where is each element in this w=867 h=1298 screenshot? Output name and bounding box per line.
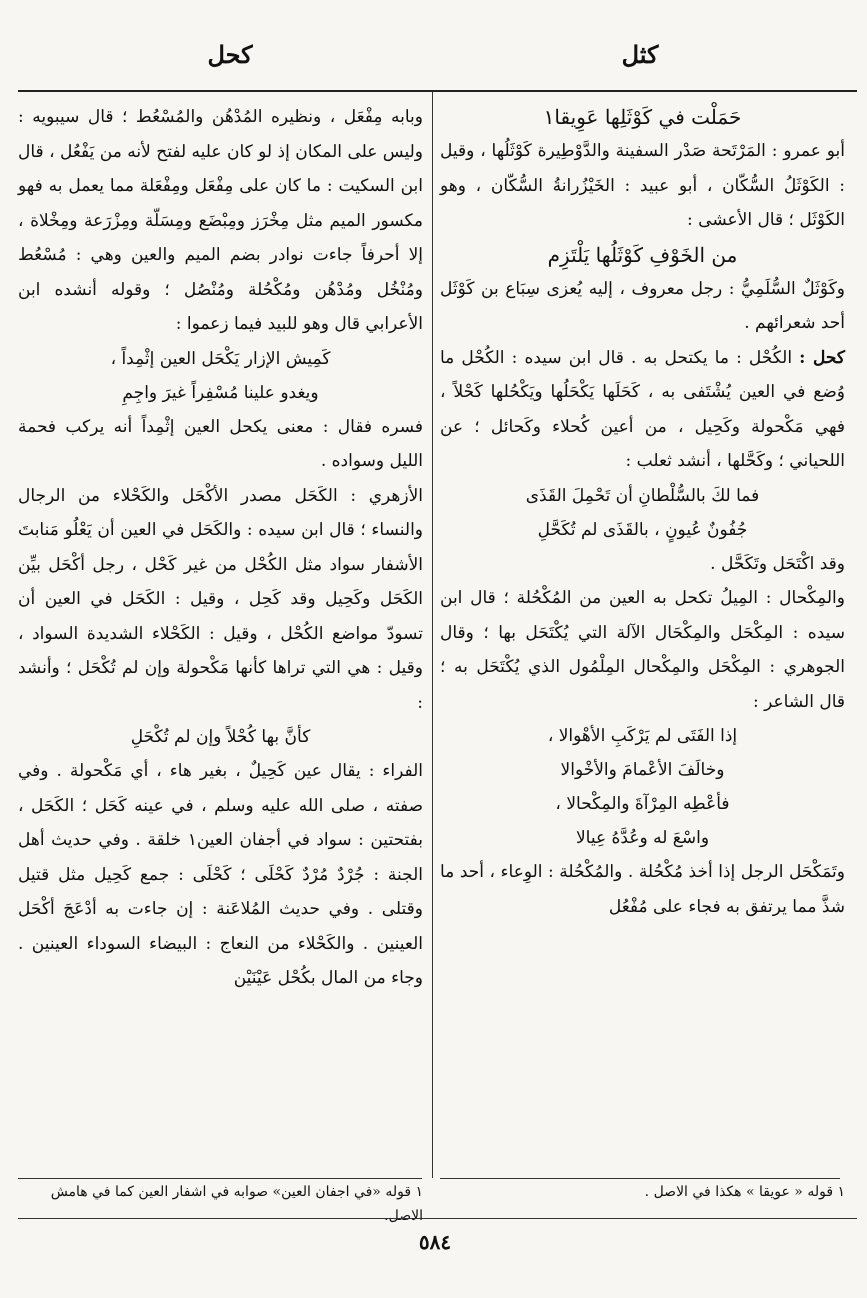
verse-line: إذا الفَتَى لم يَرْكَبِ الأهْوالا ، bbox=[547, 726, 738, 746]
page-number: ٥٨٤ bbox=[418, 1230, 452, 1254]
top-rule bbox=[18, 90, 857, 92]
footnote-left: ١ قوله «في اجفان العين» صوابه في اشفار العين كما في هامش الاصل. bbox=[50, 1184, 423, 1224]
verse-line: جُفُونٌ عُيونٍ ، بالقَذَى لم تُكَحَّلِ bbox=[537, 519, 748, 540]
bottom-rule bbox=[18, 1218, 857, 1219]
verse-line: كأنَّ بها كُحْلاً وإن لم تُكْحَلِ bbox=[130, 727, 311, 747]
entry-text: الكُحْل : ما يكتحل به . قال ابن سيده : الكُحْل ما وُضع في العين يُشْتَفى به ، كَحَلَها يَكْحَلُها ويَكْحُلها كَحْلاً ، فهي مَكْحولة وكَحِيل ، من أعين كُحلاء وكَحائل ؛ عن اللحياني ؛ وكَحَّلها ، أنشد ثعلب : bbox=[440, 347, 845, 471]
entry-paragraph bbox=[440, 341, 845, 479]
verse-line: ويغدو علينا مُسْفِراً غيرَ واجِمِ bbox=[122, 382, 319, 403]
paragraph: وقد اكْتَحَل وتَكَحَّل . bbox=[710, 553, 845, 574]
verse-line: وخالَفَ الأعْمامَ والأخْوالا bbox=[560, 760, 725, 780]
verse-line: حَمَلْت في كَوْثَلِها عَوِيقا١ bbox=[543, 105, 742, 129]
verse-line: فأعْطِه المِرْآةَ والمِكْحالا ، bbox=[555, 794, 730, 814]
footnote-right: ١ قوله « عويقا » هكذا في الاصل . bbox=[644, 1184, 845, 1200]
paragraph: أبو عمرو : المَرْتَحة صَدْر السفينة والدَّوْطِيرة كَوْثَلُها ، وقيل : الكَوْثَلُ السُّكّان ، أبو عبيد : الخَيْزُرانةُ السُّكّان ، وهو الكَوْثَل ؛ قال الأعشى : bbox=[440, 141, 845, 230]
verse-line: من الخَوْفِ كَوْثَلُها يَلْتَزِم bbox=[547, 242, 738, 267]
verse-line: فما لكَ بالسُّلْطانِ أن تَحْمِلَ القَذَى bbox=[525, 485, 760, 506]
paragraph: وتَمَكْحَل الرجل إذا أخذ مُكْحُلة . والمُكْحُلة : الوِعاء ، أحد ما شذَّ مما يرتفق به فجاء على مُفْعُل bbox=[440, 862, 845, 917]
entry-headword: كحل : bbox=[799, 347, 845, 368]
paragraph: وكَوْثَلٌ السُّلَمِيُّ : رجل معروف ، إليه يُعزى سِبَاع بن كَوْثَل أحد شعرائهم . bbox=[440, 278, 845, 333]
left-column bbox=[18, 100, 423, 996]
header-right-entry: كثل bbox=[621, 40, 659, 69]
verse-line: كَمِيش الإزار يَكْحَل العين إثْمِداً ، bbox=[110, 348, 331, 369]
paragraph: والمِكْحال : المِيلُ تكحل به العين من المُكْحُلة ؛ قال ابن سيده : المِكْحَل والمِكْحَال الآلة التي يُكْتَحَل بها ؛ وقال الجوهري : المِكْحَل والمِكْحال المِلْمُول الذي يُكْتَحَل به ؛ قال الشاعر : bbox=[440, 588, 845, 712]
right-column bbox=[440, 100, 845, 924]
paragraph: الفراء : يقال عين كَحِيلٌ ، بغير هاء ، أي مَكْحولة . وفي صفته ، صلى الله عليه وسلم ، في عينه كَحَل ؛ الكَحَل ، بفتحتين : سواد في أجفان العين١ خلقة . وفي حديث أهل الجنة : جُرْدٌ مُرْدٌ كَحْلَى ؛ كَحْلَى : جمع كَحِيل مثل قتيل وقتلى . وفي حديث المُلاعَنة : إن جاءت به أدْعَجَ أكْحَل العينين . والكَحْلاء من النعاج : البيضاء السوداء العينين . وجاء من المال بكُحْل عَيْنَيْن bbox=[18, 761, 424, 988]
paragraph: فسره فقال : معنى يكحل العين إثْمِداً أنه يركب فحمة الليل وسواده . bbox=[18, 416, 423, 471]
paragraph: وبابه مِفْعَل ، ونظيره المُدْهُن والمُسْعُط ؛ قال سيبويه : وليس على المكان إذ لو كان عليه لفتح لأنه من يَفْعُل ، قال ابن السكيت : ما كان على مِفْعَل ومِفْعَلة مما يعمل به فهو مكسور الميم مثل مِخْرَز ومِبْضَع ومِسَلّة ومِزْرَعة ومِخْلاة ، إلا أحرفاً جاءت نوادر بضم الميم والعين وهي : مُسْعُط ومُنْخُل ومُدْهُن ومُكْحُلة ومُنْصُل ؛ وقوله أنشده ابن الأعرابي قال وهو للبيد فيما زعموا : bbox=[18, 107, 423, 334]
verse-line: واسْعَ له وعُدَّهُ عِيالا bbox=[575, 828, 710, 848]
column-divider bbox=[432, 92, 433, 1178]
footnote-rule-left bbox=[18, 1178, 422, 1179]
footnote-rule-right bbox=[440, 1178, 840, 1179]
header-left-entry: كحل bbox=[207, 40, 253, 69]
paragraph: الأزهري : الكَحَل مصدر الأكْحَل والكَحْلاء من الرجال والنساء ؛ قال ابن سيده : والكَحَل في العين أن يَعْلُو مَنابتَ الأشفار سواد مثل الكُحْل من غير كَحْل ، رجل أكْحَل بيِّن الكَحَل وكَحِيل وقد كَحِل ، وقيل : الكَحَل في العين أن تسودّ مواضع الكُحْل ، وقيل : الكَحْلاء الشديدة السواد ، وقيل : هي التي تراها كأنها مَكْحولة وإن لم تُكْحَل ؛ وأنشد : bbox=[18, 485, 423, 713]
